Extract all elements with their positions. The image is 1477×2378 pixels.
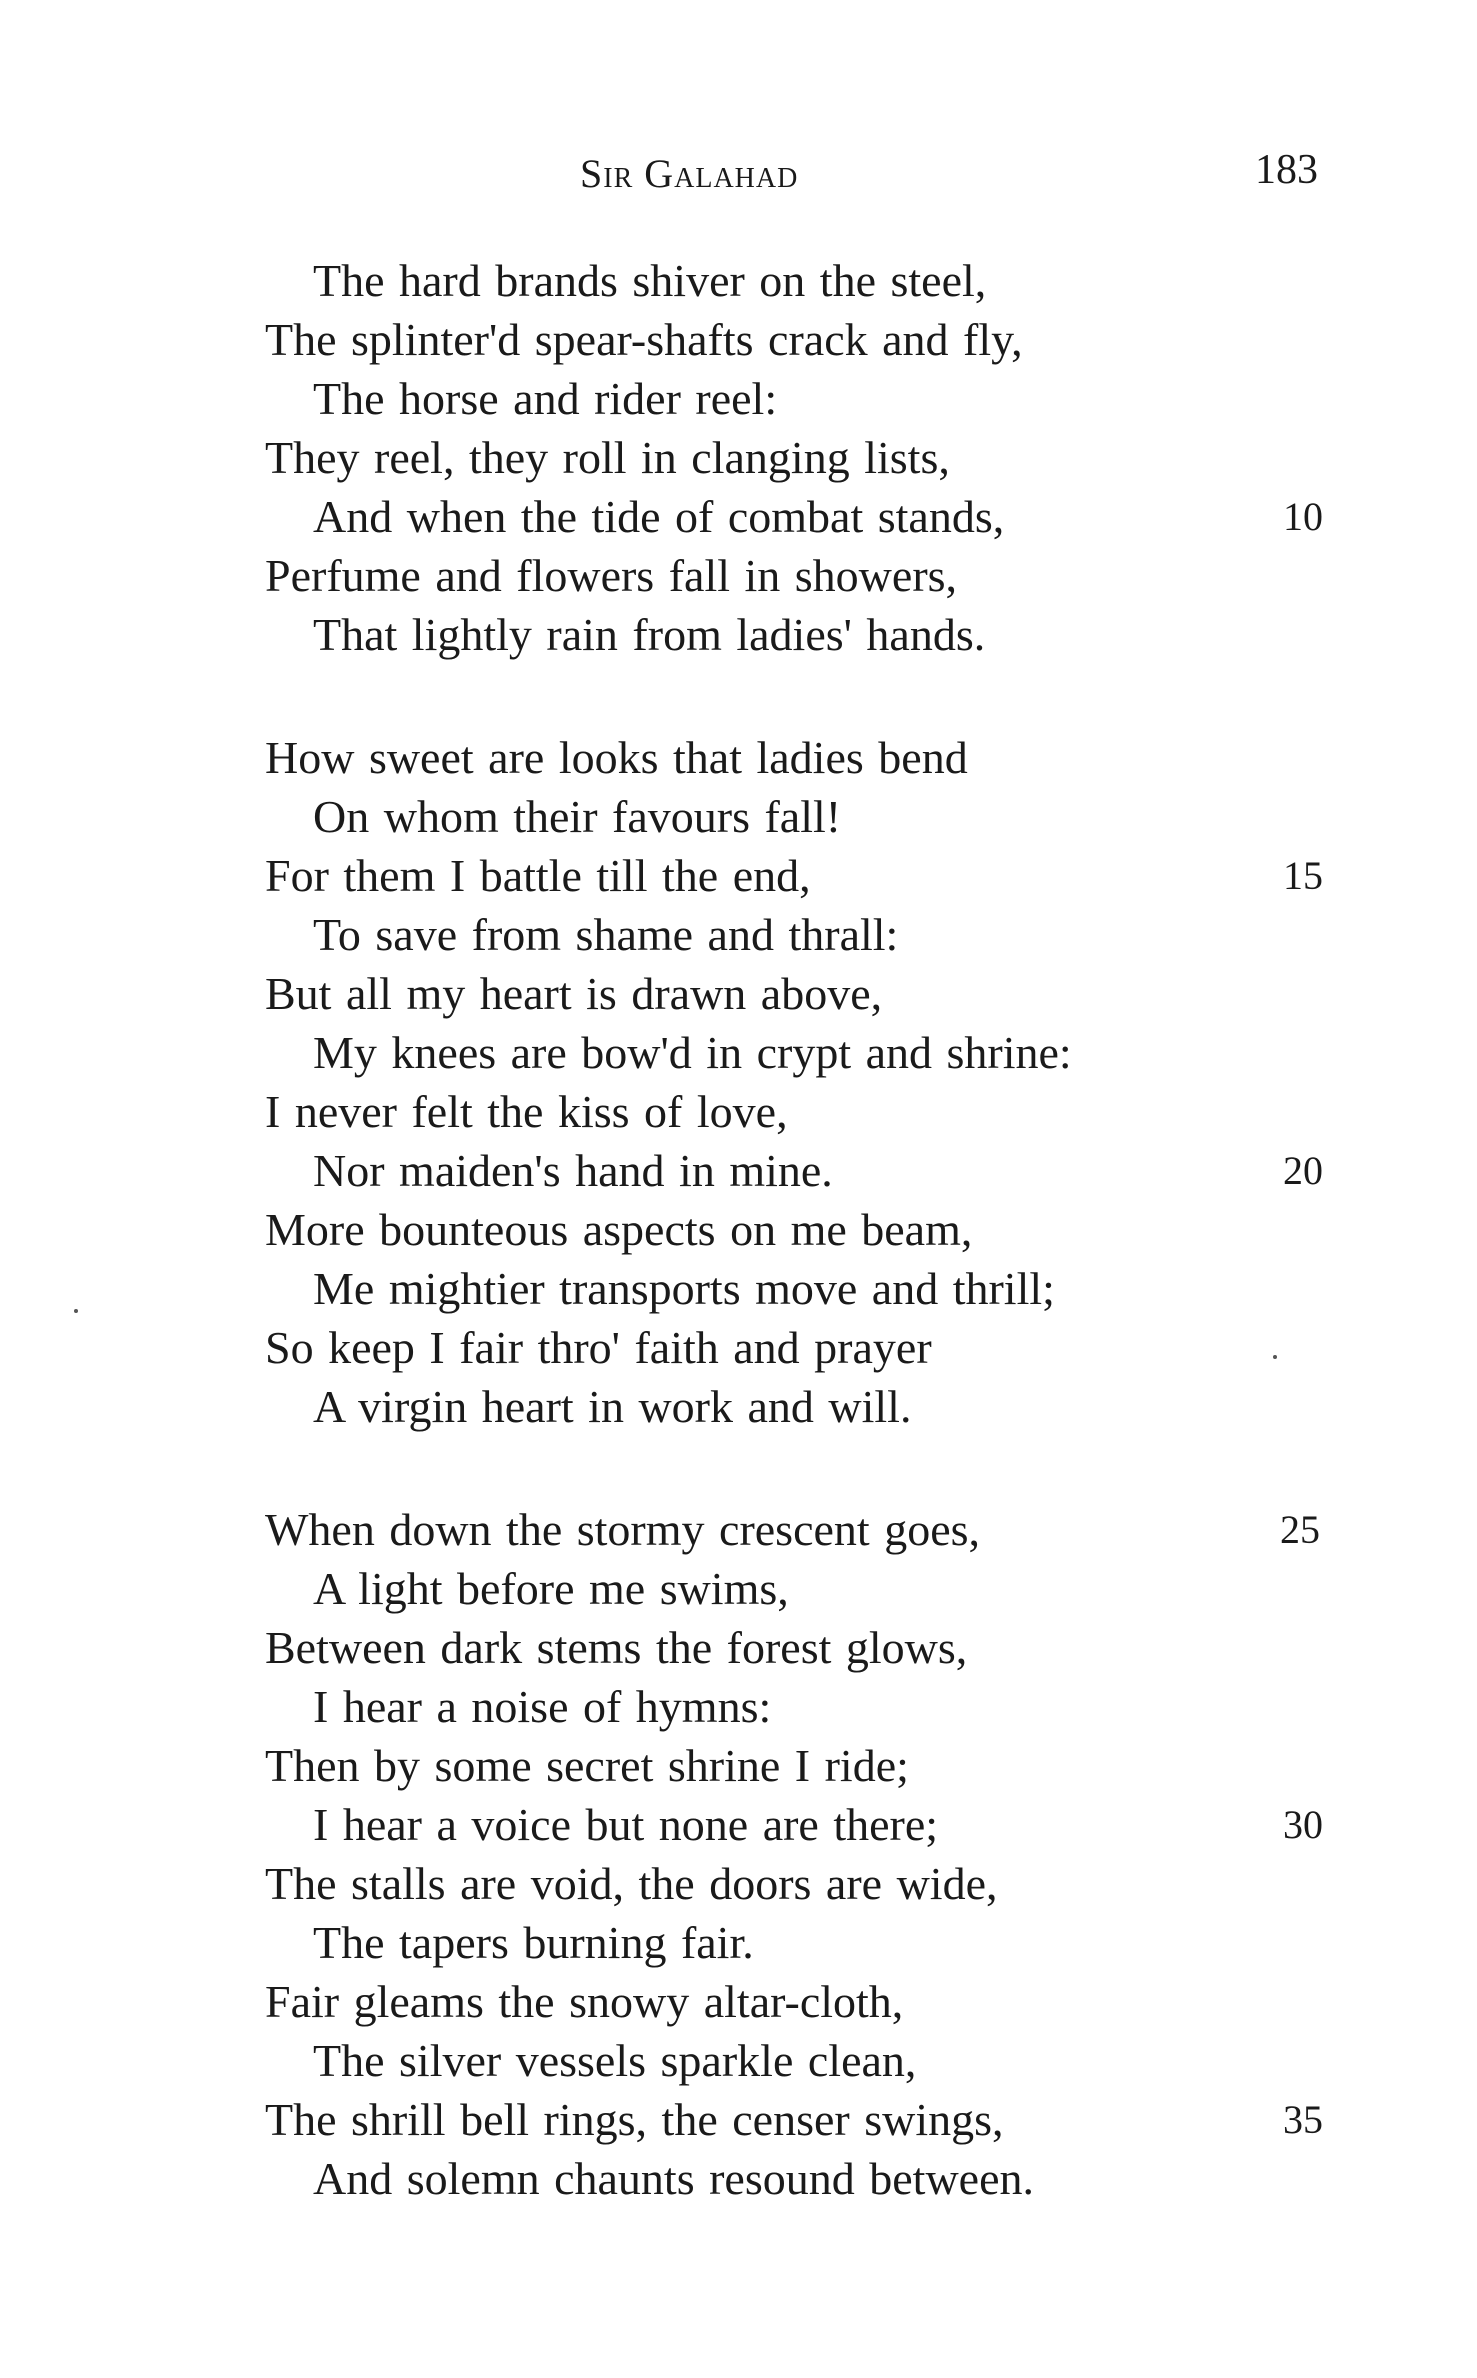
print-speck — [74, 1309, 78, 1313]
poem-line: And solemn chaunts resound between. — [313, 2153, 1035, 2204]
poem-line: Then by some secret shrine I ride; — [265, 1740, 909, 1791]
poem-line: And when the tide of combat stands, — [313, 491, 1005, 542]
poem-line: So keep I fair thro' faith and prayer — [265, 1322, 932, 1373]
poem-line: The horse and rider reel: — [313, 373, 778, 424]
poem-line: For them I battle till the end, — [265, 850, 811, 901]
line-number: 25 — [1280, 1507, 1320, 1552]
poem-line: My knees are bow'd in crypt and shrine: — [313, 1027, 1072, 1078]
poem-line: Between dark stems the forest glows, — [265, 1622, 968, 1673]
poem-line: To save from shame and thrall: — [313, 909, 899, 960]
poem-line: A light before me swims, — [313, 1563, 789, 1614]
poem-line: The tapers burning fair. — [313, 1917, 754, 1968]
poem-line: How sweet are looks that ladies bend — [265, 732, 968, 783]
running-title: Sir Galahad — [580, 151, 799, 196]
poem-line: The silver vessels sparkle clean, — [313, 2035, 917, 2086]
poem-line: The stalls are void, the doors are wide, — [265, 1858, 998, 1909]
poem-line: The shrill bell rings, the censer swings, — [265, 2094, 1004, 2145]
page-number: 183 — [1255, 147, 1318, 193]
poem-line: Me mightier transports move and thrill; — [313, 1263, 1055, 1314]
poem-line: The splinter'd spear-shafts crack and fly, — [265, 314, 1023, 365]
poem-line: I never felt the kiss of love, — [265, 1086, 788, 1137]
poem-line: They reel, they roll in clanging lists, — [265, 432, 950, 483]
poem-line: That lightly rain from ladies' hands. — [313, 609, 986, 660]
poem-line: On whom their favours fall! — [313, 791, 842, 842]
poem-line: I hear a voice but none are there; — [313, 1799, 939, 1850]
poem-line: A virgin heart in work and will. — [313, 1381, 912, 1432]
poem-line: When down the stormy crescent goes, — [265, 1504, 981, 1555]
line-number: 20 — [1283, 1148, 1323, 1193]
line-number: 30 — [1283, 1802, 1323, 1847]
line-number: 35 — [1283, 2097, 1323, 2142]
poem-line: Perfume and flowers fall in showers, — [265, 550, 958, 601]
poem-line: More bounteous aspects on me beam, — [265, 1204, 973, 1255]
poem-line: The hard brands shiver on the steel, — [313, 255, 987, 306]
poem-line: But all my heart is drawn above, — [265, 968, 883, 1019]
poem-line: Fair gleams the snowy altar-cloth, — [265, 1976, 904, 2027]
print-speck — [1273, 1355, 1277, 1359]
poem-line: Nor maiden's hand in mine. — [313, 1145, 833, 1196]
line-number: 10 — [1283, 494, 1323, 539]
line-number: 15 — [1283, 853, 1323, 898]
poem-line: I hear a noise of hymns: — [313, 1681, 772, 1732]
